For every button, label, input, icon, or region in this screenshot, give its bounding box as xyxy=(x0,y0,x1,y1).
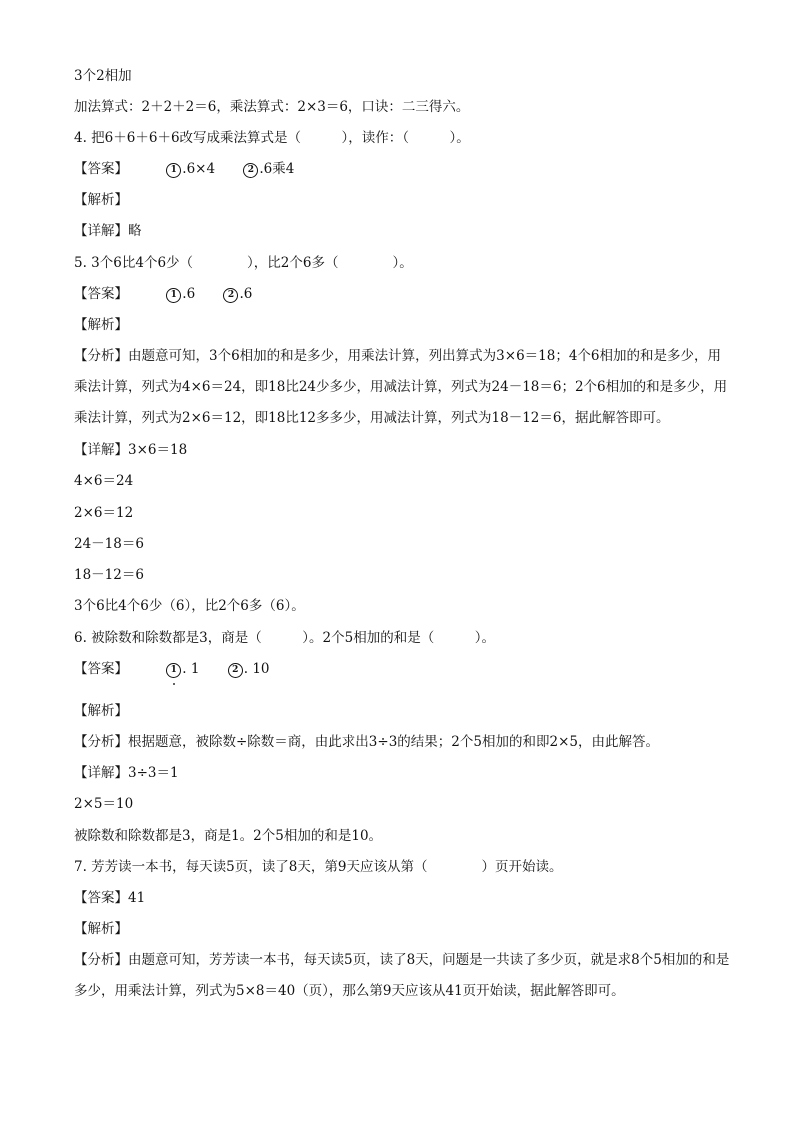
question-7: 7. 芳芳读一本书，每天读5页，读了8天，第9天应该从第（ ）页开始读。 xyxy=(74,859,563,875)
answer-tag: 【答案】 xyxy=(74,161,128,177)
analysis-heading: 【解析】 xyxy=(74,192,128,208)
answer-tag: 【答案】 xyxy=(74,286,128,302)
circled-number-icon: 1 xyxy=(166,288,181,303)
analysis-paragraph: 【分析】由题意可知，3个6相加的和是多少，用乘法计算，列出算式为3×6＝18；4个6相加的和是多少，用乘法计算，列式为4×6＝24，即18比24少多少，用减法计算，列式为24－18＝6；2个6相加的和是多少，用乘法计算，列式为2×6＝12，即18比12多多少，用减法计算，列式为18－12＝6，据此解答即可。 xyxy=(74,348,728,426)
text-line: 加法算式：2＋2＋2＝6，乘法算式：2×3＝6，口诀：二三得六。 xyxy=(74,99,470,115)
detail-line: 【详解】略 xyxy=(74,223,142,239)
analysis-paragraph: 【分析】根据题意，被除数÷除数＝商，由此求出3÷3的结果；2个5相加的和即2×5，由此解答。 xyxy=(74,734,659,750)
equation-line: 18－12＝6 xyxy=(74,567,144,583)
detail-line: 【详解】3×6＝18 xyxy=(74,442,188,458)
analysis-heading: 【解析】 xyxy=(74,921,128,937)
conclusion-line: 被除数和除数都是3，商是1。2个5相加的和是10。 xyxy=(74,828,383,844)
answer-line-q4 xyxy=(74,159,734,179)
circled-number-icon: 2 xyxy=(223,288,238,303)
analysis-paragraph: 【分析】由题意可知，芳芳读一本书，每天读5页，读了8天，问题是一共读了多少页，就是求8个5相加的和是多少，用乘法计算，列式为5×8＝40（页），那么第9天应该从41页开始读，据此解答即可。 xyxy=(74,952,730,999)
answer-value: .6 xyxy=(239,286,253,302)
conclusion-line: 3个6比4个6少（6），比2个6多（6）。 xyxy=(74,598,305,614)
answer-line-q7: 【答案】41 xyxy=(74,890,146,906)
answer-value: .6×4 xyxy=(182,161,216,177)
answer-value: .6乘4 xyxy=(259,161,295,177)
circled-number-icon: 2 xyxy=(243,163,258,178)
answer-value: . 10 xyxy=(243,661,270,677)
question-5: 5. 3个6比4个6少（ ），比2个6多（ ）。 xyxy=(74,255,413,271)
answer-value: .6 xyxy=(182,286,196,302)
circled-number-icon: 1 xyxy=(166,663,181,678)
answer-value: . 1 xyxy=(182,661,200,677)
equation-line: 4×6＝24 xyxy=(74,473,134,489)
circled-number-icon: 2 xyxy=(228,663,243,678)
equation-line: 2×6＝12 xyxy=(74,505,134,521)
equation-line: 2×5＝10 xyxy=(74,796,134,812)
analysis-heading: 【解析】 xyxy=(74,703,128,719)
analysis-heading: 【解析】 xyxy=(74,317,128,333)
question-4: 4. 把6＋6＋6＋6改写成乘法算式是（ ），读作：（ ）。 xyxy=(74,130,470,146)
answer-line-q6 xyxy=(74,659,734,679)
stray-dot xyxy=(173,683,175,685)
answer-line-q5 xyxy=(74,284,734,304)
text-line: 3个2相加 xyxy=(74,68,132,84)
answer-tag: 【答案】 xyxy=(74,661,128,677)
circled-number-icon: 1 xyxy=(166,163,181,178)
equation-line: 24－18＝6 xyxy=(74,536,144,552)
detail-line: 【详解】3÷3＝1 xyxy=(74,765,179,781)
question-6: 6. 被除数和除数都是3，商是（ ）。2个5相加的和是（ ）。 xyxy=(74,630,495,646)
